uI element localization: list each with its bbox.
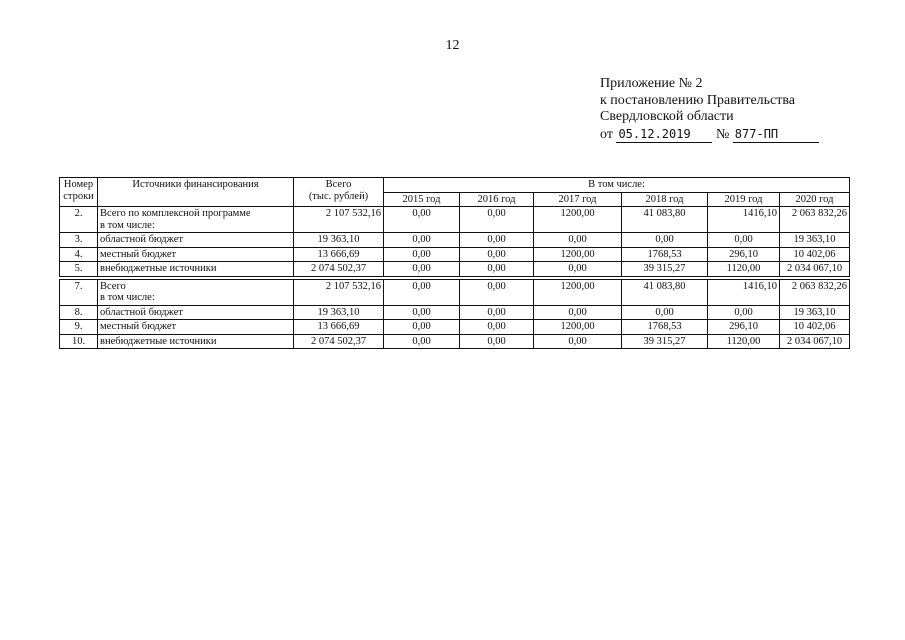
row-2015: 0,00 — [384, 305, 460, 320]
row-source: внебюджетные источники — [98, 262, 294, 277]
row-number: 2. — [60, 207, 98, 233]
header-year: 2015 год — [384, 192, 460, 207]
row-total: 13 666,69 — [294, 320, 384, 335]
row-source: областной бюджет — [98, 305, 294, 320]
table-row — [60, 262, 850, 277]
row-2019: 1120,00 — [708, 334, 780, 349]
row-number: 3. — [60, 233, 98, 248]
row-source: местный бюджет — [98, 247, 294, 262]
row-2020: 19 363,10 — [780, 305, 850, 320]
row-2018: 39 315,27 — [622, 334, 708, 349]
row-2015: 0,00 — [384, 233, 460, 248]
row-2017: 0,00 — [534, 233, 622, 248]
row-2016: 0,00 — [460, 233, 534, 248]
row-2015: 0,00 — [384, 262, 460, 277]
header-row-number: Номер строки — [60, 178, 98, 207]
header-year: 2020 год — [780, 192, 850, 207]
table-row — [60, 207, 850, 233]
row-total: 2 074 502,37 — [294, 334, 384, 349]
row-2015: 0,00 — [384, 207, 460, 233]
row-total: 2 107 532,16 — [294, 207, 384, 233]
row-2020: 2 034 067,10 — [780, 262, 850, 277]
table-row — [60, 247, 850, 262]
row-2020: 2 034 067,10 — [780, 334, 850, 349]
row-2018: 1768,53 — [622, 247, 708, 262]
row-source: Всего в том числе: — [98, 279, 294, 305]
row-2018: 39 315,27 — [622, 262, 708, 277]
row-2018: 41 083,80 — [622, 279, 708, 305]
table-row — [60, 279, 850, 305]
row-2019: 296,10 — [708, 247, 780, 262]
row-2020: 10 402,06 — [780, 247, 850, 262]
row-2019: 296,10 — [708, 320, 780, 335]
row-2016: 0,00 — [460, 247, 534, 262]
row-total: 2 074 502,37 — [294, 262, 384, 277]
row-2015: 0,00 — [384, 279, 460, 305]
row-2019: 0,00 — [708, 233, 780, 248]
row-2017: 1200,00 — [534, 207, 622, 233]
row-2015: 0,00 — [384, 334, 460, 349]
date-prefix: от — [600, 126, 613, 142]
row-total: 2 107 532,16 — [294, 279, 384, 305]
table-row — [60, 233, 850, 248]
row-2016: 0,00 — [460, 279, 534, 305]
row-2017: 1200,00 — [534, 247, 622, 262]
appendix-date-line — [600, 126, 819, 144]
row-2016: 0,00 — [460, 320, 534, 335]
row-number: 5. — [60, 262, 98, 277]
header-year: 2017 год — [534, 192, 622, 207]
page-number: 12 — [445, 38, 460, 53]
table-row — [60, 305, 850, 320]
header-source: Источники финансирования — [98, 178, 294, 207]
row-2018: 41 083,80 — [622, 207, 708, 233]
header-year: 2018 год — [622, 192, 708, 207]
row-2017: 0,00 — [534, 334, 622, 349]
row-2016: 0,00 — [460, 305, 534, 320]
row-2015: 0,00 — [384, 320, 460, 335]
row-source: областной бюджет — [98, 233, 294, 248]
row-number: 10. — [60, 334, 98, 349]
header-year: 2016 год — [460, 192, 534, 207]
table-row — [60, 320, 850, 335]
row-2019: 1120,00 — [708, 262, 780, 277]
row-2018: 0,00 — [622, 305, 708, 320]
row-number: 4. — [60, 247, 98, 262]
decree-number: 877-ПП — [733, 126, 819, 144]
row-2015: 0,00 — [384, 247, 460, 262]
header-including: В том числе: — [384, 178, 850, 193]
row-source: Всего по комплексной программе в том числе: — [98, 207, 294, 233]
row-2017: 1200,00 — [534, 320, 622, 335]
appendix-decree: к постановлению Правительства — [600, 92, 796, 108]
row-2018: 1768,53 — [622, 320, 708, 335]
table-row — [60, 334, 850, 349]
row-2019: 0,00 — [708, 305, 780, 320]
row-2020: 19 363,10 — [780, 233, 850, 248]
row-number: 9. — [60, 320, 98, 335]
row-2019: 1416,10 — [708, 279, 780, 305]
header-row — [60, 178, 850, 193]
financing-table — [59, 177, 850, 349]
decree-date: 05.12.2019 — [616, 126, 712, 144]
row-total: 19 363,10 — [294, 305, 384, 320]
row-2019: 1416,10 — [708, 207, 780, 233]
row-2016: 0,00 — [460, 262, 534, 277]
row-total: 13 666,69 — [294, 247, 384, 262]
row-number: 8. — [60, 305, 98, 320]
row-2016: 0,00 — [460, 334, 534, 349]
row-source: внебюджетные источники — [98, 334, 294, 349]
appendix-title: Приложение № 2 — [600, 76, 703, 91]
row-number: 7. — [60, 279, 98, 305]
row-2017: 0,00 — [534, 262, 622, 277]
appendix-region: Свердловской области — [600, 109, 734, 124]
number-sign: № — [715, 126, 730, 142]
row-2017: 1200,00 — [534, 279, 622, 305]
row-2020: 10 402,06 — [780, 320, 850, 335]
header-year: 2019 год — [708, 192, 780, 207]
row-2017: 0,00 — [534, 305, 622, 320]
row-2020: 2 063 832,26 — [780, 207, 850, 233]
row-2020: 2 063 832,26 — [780, 279, 850, 305]
appendix-header — [600, 76, 819, 143]
row-total: 19 363,10 — [294, 233, 384, 248]
row-2018: 0,00 — [622, 233, 708, 248]
header-total: Всего (тыс. рублей) — [294, 178, 384, 207]
row-2016: 0,00 — [460, 207, 534, 233]
row-source: местный бюджет — [98, 320, 294, 335]
